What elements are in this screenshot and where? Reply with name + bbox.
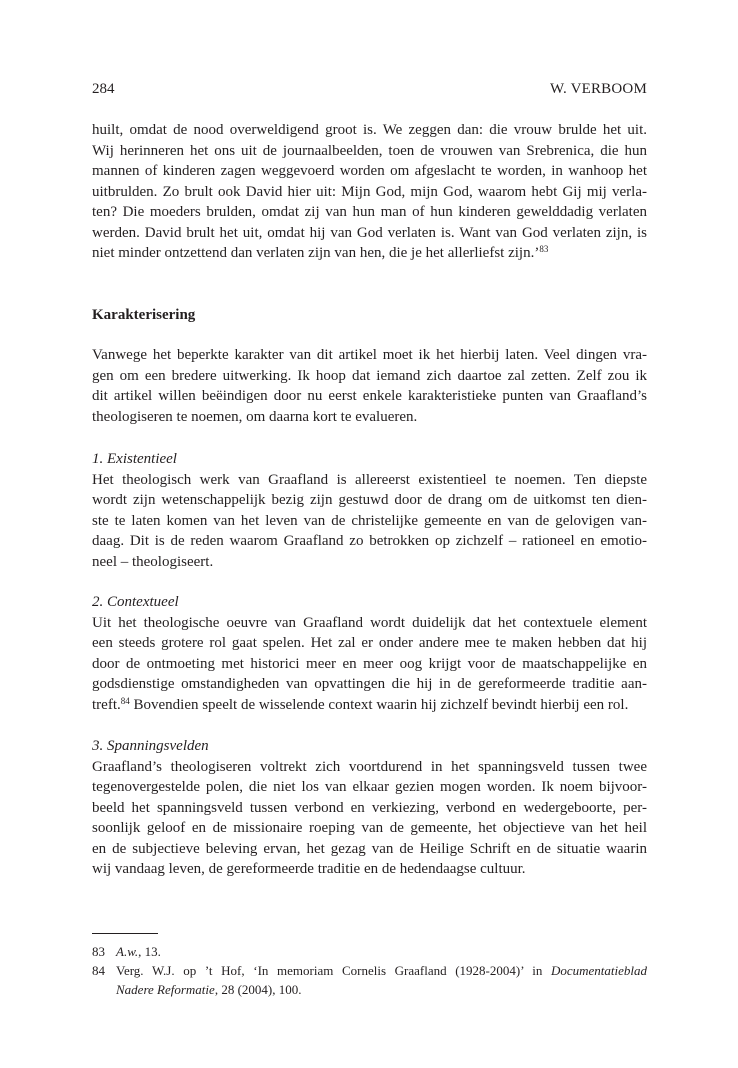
footnote-84-continuation [92, 980, 647, 999]
footnote-number: 83 [92, 944, 105, 959]
text-line: werden. David brult het uit, omdat hij van God verlaten is. Want van God verlaten zijn, is [92, 224, 647, 241]
intro-paragraph [92, 120, 647, 264]
text-line: gen om een bredere uitwerking. Ik hoop dat iemand zich daartoe zal zetten. Zelf zou ik [92, 367, 647, 384]
page-number: 284 [92, 81, 115, 97]
footnote-ref-84[interactable]: 84 [120, 695, 130, 706]
section-heading: Karakterisering [92, 307, 196, 323]
text-line: wij vandaag leven, de gereformeerde traditie en de hedendaagse cultuur. [92, 861, 526, 877]
text-line: tegenovergestelde polen, die niet los van elkaar gezien mogen worden. Ik noem bijvoor- [92, 779, 647, 795]
footnote-segment: , 28 (2004), 100. [214, 982, 302, 997]
footnote-italic: A.w. [116, 944, 139, 959]
text-line [92, 243, 647, 264]
point-title: 2. Contextueel [92, 594, 179, 610]
text-line: daag. Dit is de reden waarom Graafland zo betrokken op zichzelf – rationeel en emotio- [92, 533, 647, 549]
footnote-text [116, 961, 647, 980]
footnote-ref-83[interactable]: 83 [539, 244, 549, 254]
text-line: beeld het spanningsveld tussen verbond en verkiezing, verbond en wedergeboorte, per- [92, 799, 647, 816]
running-head-author: W. VERBOOM [549, 81, 647, 97]
section-intro-paragraph [92, 345, 647, 427]
footnote-segment: Verg. W.J. op ’t Hof, ‘In memoriam Cornelis Graafland (1928-2004)’ in [116, 963, 543, 978]
text-segment: treft. [92, 696, 121, 713]
text-line: Graafland’s theologiseren voltrekt zich voortdurend in het spanningsveld tussen twee [92, 758, 647, 775]
footnotes [92, 942, 647, 999]
text-line [92, 695, 647, 716]
text-line: dit artikel willen beëindigen door nu eerst enkele karakteristieke punten van Graafland’s [92, 388, 647, 404]
text-segment: niet minder ontzettend dan verlaten zijn van hen, die je het allerliefst zijn.’ [92, 245, 540, 261]
text-line: wordt zijn wetenschappelijk bezig zijn gestuwd door de drang om de uitkomst ten dien- [92, 492, 647, 508]
footnote-italic: Documentatieblad [550, 963, 647, 978]
text-line: Wij herinneren het ons uit de journaalbeelden, toen de vrouwen van Srebrenica, die hun [92, 142, 647, 159]
text-line: mannen of kinderen zagen weggevoerd worden om afgeslacht te worden, in wanhoop het [92, 163, 647, 179]
point-contextueel [92, 592, 647, 715]
point-title: 3. Spanningsvelden [92, 738, 209, 754]
text-line: godsdienstige omstandigheden van opvattingen die hij in de gereformeerde traditie aan- [92, 676, 647, 692]
text-line: ten? Die moeders brulden, omdat zij van hun man of hun kinderen gewelddadig verlaten [92, 204, 647, 220]
point-spanningsvelden [92, 736, 647, 880]
footnote-divider [92, 933, 158, 934]
point-existentieel [92, 449, 647, 572]
text-line: Uit het theologische oeuvre van Graafland wordt duidelijk dat het contextuele element [92, 614, 647, 631]
text-line: soonlijk geloof en de missionaire roeping van de gemeente, het objectieve van het heil [92, 820, 647, 836]
footnote-text [116, 980, 301, 999]
footnote-83 [92, 942, 647, 961]
text-line: ste te laten komen van het leven van de christelijke gemeente en van de gelovigen van- [92, 512, 647, 529]
text-line: theologiseren te noemen, om daarna kort te evalueren. [92, 408, 418, 425]
text-line: door de ontmoeting met historici meer en meer oog krijgt voor de maatschappelijke en [92, 655, 647, 672]
text-line: en de subjectieve beleving ervan, het gezag van de Heilige Schrift en de situatie waarin [92, 840, 647, 857]
text-line: Vanwege het beperkte karakter van dit artikel moet ik het hierbij laten. Veel dingen vra- [92, 347, 647, 363]
text-line: Het theologisch werk van Graafland is allereerst existentieel te noemen. Ten diepste [92, 471, 647, 488]
footnote-segment: , 13. [138, 944, 161, 959]
footnote-number: 84 [92, 963, 105, 978]
text-line: uitbrulden. Zo brult ook David hier uit: Mijn God, mijn God, waarom hebt Gij mij verla- [92, 183, 647, 200]
text-line: neel – theologiseert. [92, 553, 214, 570]
text-line: huilt, omdat de nood overweldigend groot is. We zeggen dan: die vrouw brulde het uit. [92, 122, 647, 138]
point-title: 1. Existentieel [92, 451, 177, 467]
footnote-italic: Nadere Reformatie [116, 982, 215, 997]
text-line: een steeds grotere rol gaat spelen. Het zal er onder andere mee te maken hebben dat hij [92, 635, 647, 651]
footnote-84 [92, 961, 647, 980]
footnote-text [116, 942, 161, 961]
text-segment: Bovendien speelt de wisselende context waarin hij zichzelf bevindt hierbij een rol. [129, 696, 629, 713]
